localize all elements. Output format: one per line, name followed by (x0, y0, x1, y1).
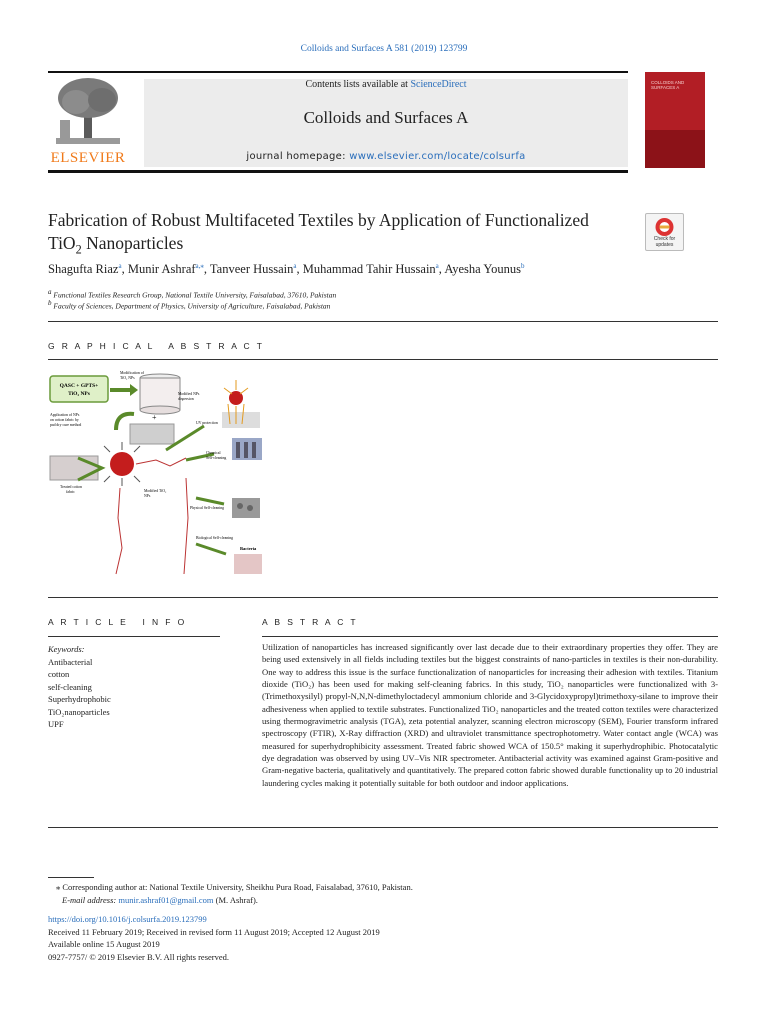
ga-treated-label-2: fabric (66, 490, 75, 494)
cover-title: COLLOIDS AND SURFACES A (651, 80, 685, 90)
check-for-updates-button[interactable] (645, 213, 684, 251)
author-list: Shagufta Riaz$^a$, Munir Ashraf$^{a,⁎}$, Tanveer Hussain$^a$, Muhammad Tahir Hussain$^a$, Ayesha Younus$^b$ (48, 262, 525, 277)
email-suffix: (M. Ashraf). (213, 895, 258, 905)
ga-application-label: Application of NPs (50, 413, 80, 417)
journal-reference-link[interactable]: Colloids and Surfaces A 581 (2019) 123799 (300, 44, 468, 54)
ga-chemical-label-2: Self-cleaning (206, 456, 227, 460)
received-dates: Received 11 February 2019; Received in revised form 11 August 2019; Accepted 12 August 2019 (48, 927, 380, 937)
author-name[interactable]: Shagufta Riaz (48, 262, 119, 277)
author-name[interactable]: Muhammad Tahir Hussain (302, 262, 436, 277)
keyword-item[interactable]: Superhydrophobic (48, 694, 111, 704)
elsevier-wordmark: ELSEVIER (50, 150, 126, 166)
homepage-prefix: journal homepage: (246, 151, 350, 162)
header-bottom-rule (48, 170, 628, 173)
ga-uv-label: UV protection (196, 421, 218, 425)
title-line-2a: TiO (48, 233, 76, 253)
article-info-rule (48, 636, 220, 637)
crossmark-label-2: updates (655, 241, 674, 248)
contents-line (144, 79, 628, 90)
info-divider (48, 597, 718, 598)
article-title (48, 209, 638, 262)
keyword-item[interactable]: cotton (48, 669, 70, 679)
header-top-rule (48, 71, 628, 73)
contents-prefix: Contents lists available at (305, 79, 411, 90)
ga-modified-np-label-2: dispersion (178, 397, 194, 401)
title-line-2b: Nanoparticles (81, 233, 184, 253)
affiliation-b: $^b$ Faculty of Sciences, Department of Physics, University of Agriculture, Faisalabad, Pakistan (48, 299, 331, 311)
affiliation-a-text: Functional Textiles Research Group, National Textile University, Faisalabad, 37610, Pakistan (53, 290, 337, 300)
author-name[interactable]: Tanveer Hussain (209, 262, 294, 277)
ga-bacteria-label: Bacteria (240, 546, 257, 551)
affiliation-a: $^a$ Functional Textiles Research Group, National Textile University, Faisalabad, 37610, Pakistan (48, 288, 337, 300)
abstract-rule (262, 636, 718, 637)
ga-modified-tio2-label-2: NPs (144, 494, 151, 498)
keywords-block (48, 643, 111, 731)
email-label: E-mail address: (62, 895, 119, 905)
ga-plus: + (152, 413, 157, 422)
graphical-abstract-rule (48, 359, 718, 360)
doi-link[interactable]: https://doi.org/10.1016/j.colsurfa.2019.123799 (48, 914, 207, 924)
ga-application-label-3: pad dry cure method (50, 423, 82, 427)
sciencedirect-link[interactable]: ScienceDirect (410, 79, 467, 90)
section-divider (48, 321, 718, 322)
homepage-link[interactable]: www.elsevier.com/locate/colsurfa (349, 151, 526, 162)
email-line (62, 895, 258, 905)
journal-homepage (144, 151, 628, 162)
author-affiliation-mark[interactable]: a,⁎ (195, 262, 204, 270)
author-affiliation-mark[interactable]: a (118, 262, 122, 270)
elsevier-tree-logo (50, 76, 126, 148)
crossmark-label-1: Check for (653, 236, 676, 242)
ga-application-label-2: on cotton fabric by (50, 418, 79, 422)
corresponding-author-note: ⁎ Corresponding author at: National Textile University, Sheikhu Pura Road, Faisalabad, 37610, Pakistan. (56, 882, 413, 892)
journal-title: Colloids and Surfaces A (303, 108, 469, 127)
ga-modified-tio2-label: Modified TiO₂ (144, 489, 167, 493)
copyright: 0927-7757/ © 2019 Elsevier B.V. All rights reserved. (48, 952, 230, 962)
keyword-item[interactable]: TiO₂nanoparticles (48, 706, 110, 717)
article-info-heading: A R T I C L E I N F O (48, 617, 187, 627)
keyword-item[interactable]: UPF (48, 719, 64, 729)
ga-chemical-label: Chemical (206, 451, 221, 455)
title-subscript: 2 (75, 242, 82, 257)
abstract-text: Utilization of nanoparticles has increased significantly over last decade due to their extraordinary properties they offer. They are being used extensively in all fields including textiles but the biggest constraints of nano-particles in textiles is their non-durability. One way to address this issue is the surface functionalization of nanoparticles for increasing their adhesion with textiles. Titanium dioxide (TiO₂) has been used for making self-cleaning fabrics. In this study, TiO₂ nanoparticles were functionalized with 3-(Trimethoxysilyl) propyl-N,N,N-dimethyloctadecyl ammonium chloride and 3-Glycidoxypropyl)trimethoxy-silane to improve their adhesiveness when applied to textile substrates. Functionalized TiO₂ nanoparticles and the treated cotton textiles were characterized using thermogravimetric analysis (TGA), zeta potential analyzer, scanning electron microscopy (SEM), Fourier transform infrared spectroscopy (FTIR), X-Ray diffraction (XRD) and ultraviolet transmittance spectrophotometry. Water contact angle (WCA) was measured for superhydrophibicity assessment. Treated fabric showed WCA of 150.5° making it superhydrophibic. Photocatalytic dye degradation was observed by using UV–Vis NIR spectrometer. Antibacterial activity was examined against Gram-positive and Gram-negative bacteria, qualitatively and quantitatively. The prepared cotton fabric showed durable functionality up to 20 industrial laundering cycles making it potentially suitable for both outdoor and indoor applications. (262, 642, 718, 788)
ga-modification-label: Modification of (120, 371, 144, 375)
graphical-abstract-heading: G R A P H I C A L A B S T R A C T (48, 341, 265, 351)
affiliation-b-text: Faculty of Sciences, Department of Physics, University of Agriculture, Faisalabad, Pakistan (53, 301, 331, 311)
author-affiliation-mark[interactable]: b (521, 262, 525, 270)
abstract-heading: A B S T R A C T (262, 617, 359, 627)
ga-qasc-label-2: TiO₂ NPs (68, 391, 90, 397)
ga-modification-label-2: TiO₂ NPs (120, 376, 135, 380)
ga-treated-label: Treated cotton (60, 485, 82, 489)
keyword-item[interactable]: self-cleaning (48, 681, 92, 692)
ga-qasc-label: QASC + GPTS+ (59, 383, 99, 389)
available-online: Available online 15 August 2019 (48, 939, 160, 949)
graphical-abstract-figure[interactable] (46, 368, 272, 578)
keyword-item[interactable]: Antibacterial (48, 656, 93, 667)
ga-physical-label: Physical Self-cleaning (190, 506, 225, 510)
email-link[interactable]: munir.ashraf01@gmail.com (118, 895, 214, 905)
keywords-label: Keywords: (48, 644, 85, 654)
abstract-bottom-rule (48, 827, 718, 828)
journal-cover-image[interactable] (645, 72, 705, 168)
footnote-rule (48, 877, 94, 878)
ga-modified-np-label: Modified NPs (178, 392, 200, 396)
author-name[interactable]: Ayesha Younus (444, 262, 521, 277)
ga-biological-label: Biological Self-cleaning (196, 536, 234, 540)
title-line-1: Fabrication of Robust Multifaceted Textiles by Application of Functionalized (48, 210, 589, 230)
author-affiliation-mark[interactable]: a (293, 262, 297, 270)
author-affiliation-mark[interactable]: a (435, 262, 439, 270)
author-name[interactable]: Munir Ashraf (127, 262, 196, 277)
crossmark-icon (646, 216, 683, 238)
